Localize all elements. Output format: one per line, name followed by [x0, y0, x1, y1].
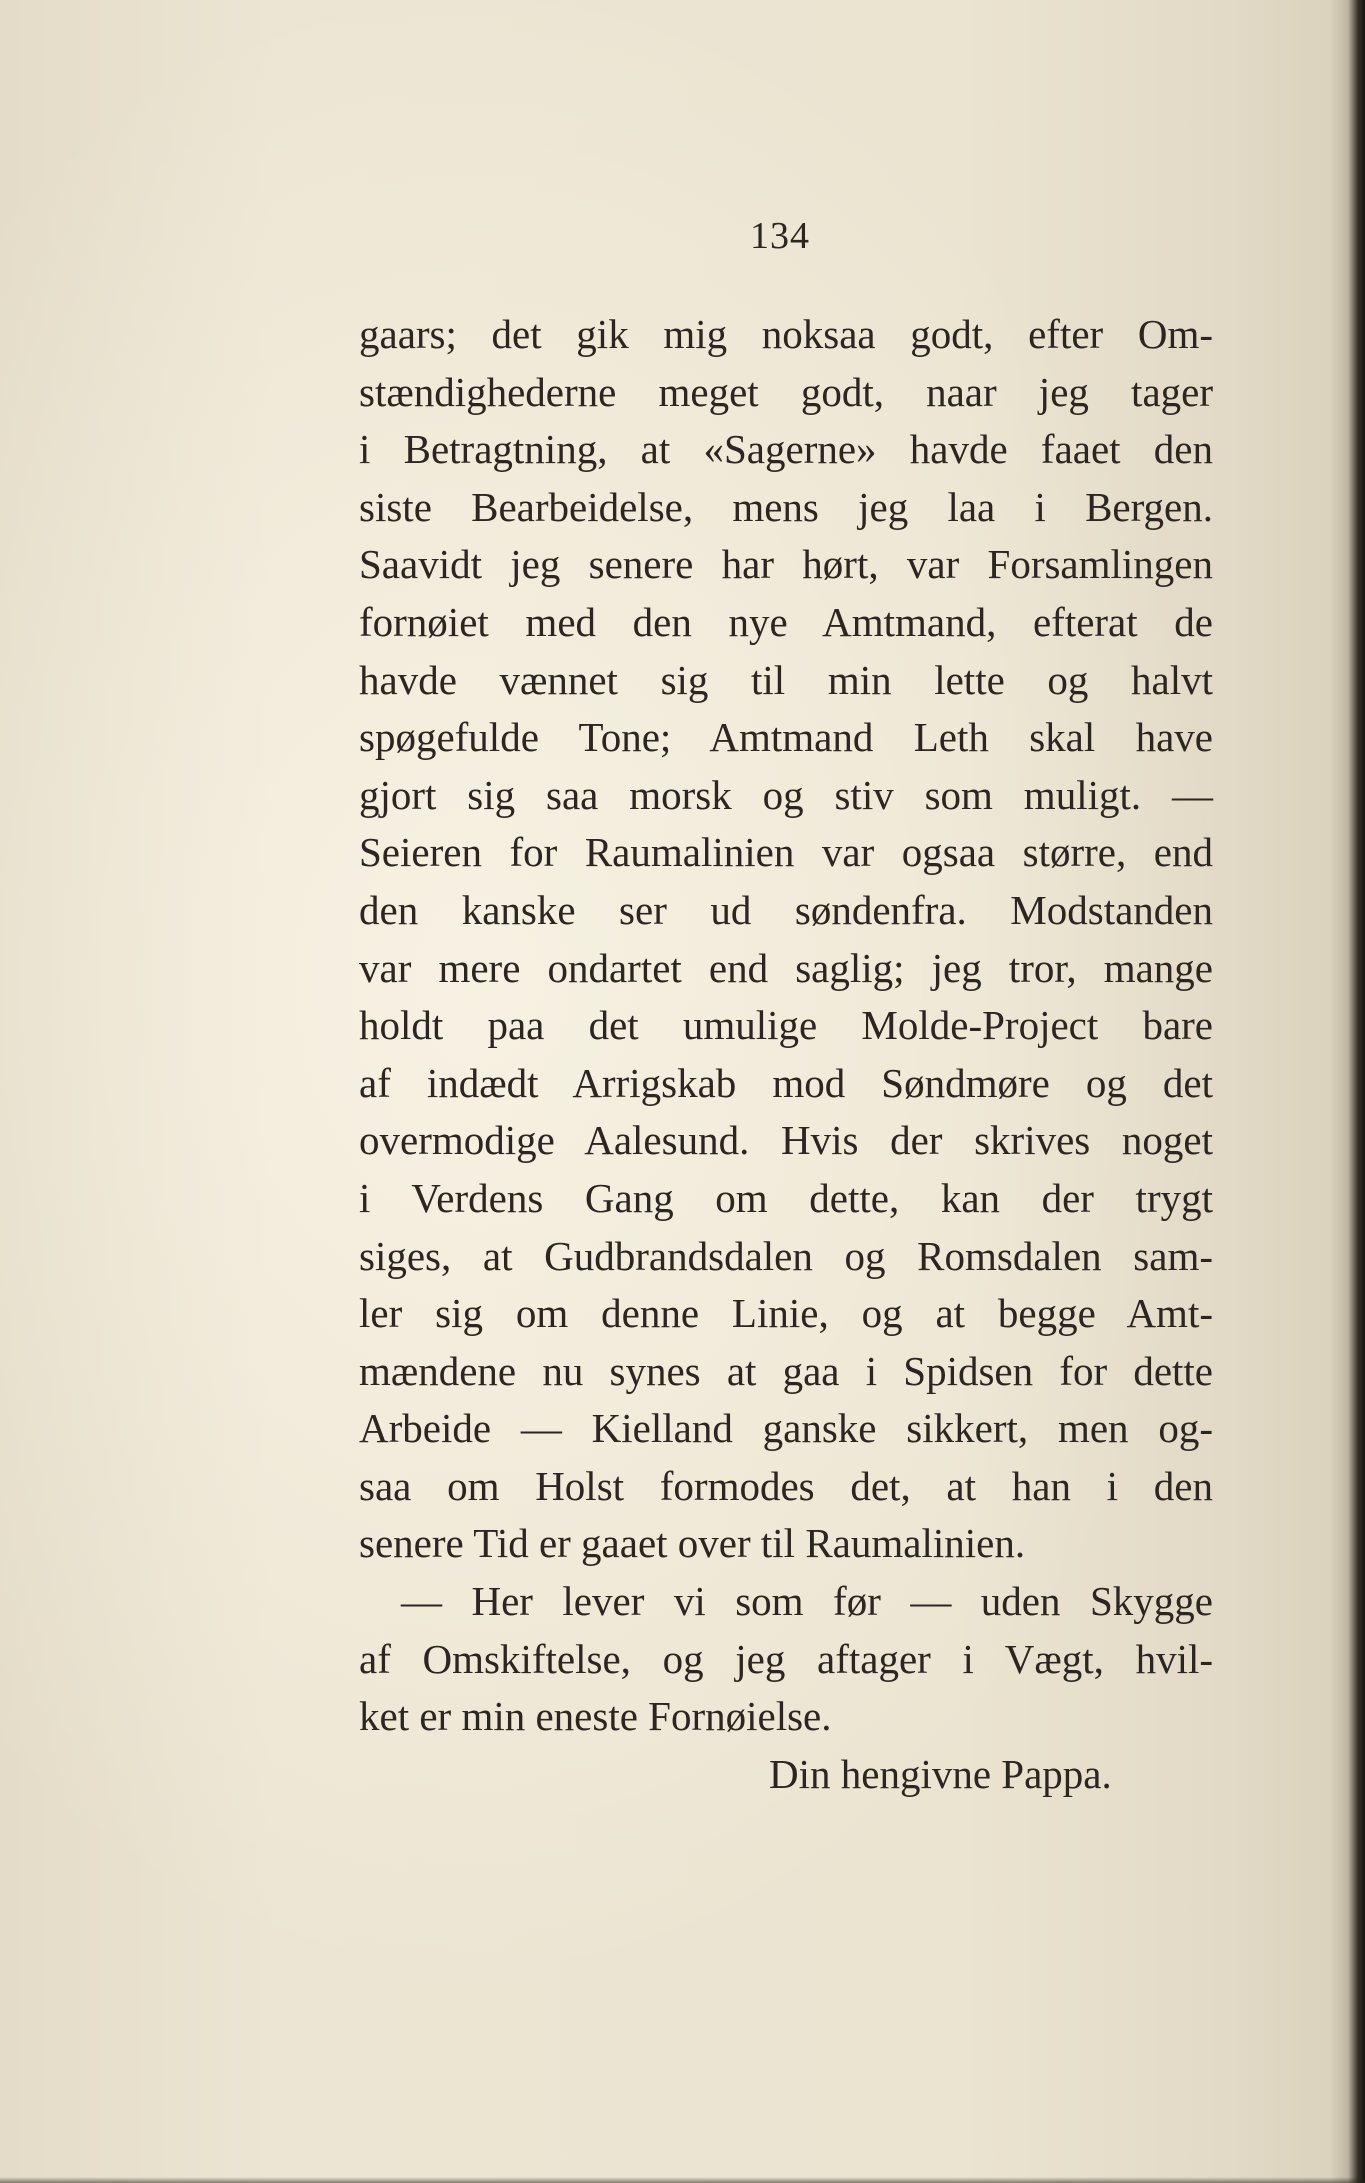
text-line: var mere ondartet end saglig; jeg tror, mange	[359, 944, 1213, 991]
text-line: saa om Holst formodes det, at han i den	[359, 1462, 1213, 1509]
text-line: ler sig om denne Linie, og at begge Amt-	[359, 1290, 1213, 1337]
text-line: overmodige Aalesund. Hvis der skrives noget	[359, 1117, 1213, 1164]
text-line: ket er min eneste Fornøielse.	[359, 1693, 832, 1740]
paragraph-1	[359, 306, 1213, 1573]
text-line: spøgefulde Tone; Amtmand Leth skal have	[359, 714, 1213, 761]
text-line: holdt paa det umulige Molde-Project bare	[359, 1002, 1213, 1049]
text-line: Arbeide — Kielland ganske sikkert, men og-	[359, 1405, 1213, 1452]
binding-gutter-shadow	[1331, 0, 1365, 2183]
text-line: Saavidt jeg senere har hørt, var Forsamlingen	[359, 541, 1213, 588]
text-line: fornøiet med den nye Amtmand, efterat de	[359, 598, 1213, 645]
text-line: den kanske ser ud søndenfra. Modstanden	[359, 886, 1213, 933]
letter-signature: Din hengivne Pappa.	[769, 1750, 1112, 1797]
text-line: af indædt Arrigskab mod Søndmøre og det	[359, 1059, 1213, 1106]
text-line: i Verdens Gang om dette, kan der trygt	[359, 1174, 1213, 1221]
text-line: — Her lever vi som før — uden Skygge	[401, 1578, 1213, 1625]
page-number: 134	[750, 215, 810, 257]
text-line: havde vænnet sig til min lette og halvt	[359, 656, 1213, 703]
paragraph-2	[359, 1573, 1213, 1746]
text-line: af Omskiftelse, og jeg aftager i Vægt, hvil-	[359, 1635, 1213, 1682]
text-line: i Betragtning, at «Sagerne» havde faaet den	[359, 426, 1213, 473]
text-line: stændighederne meget godt, naar jeg tager	[359, 368, 1213, 415]
text-line: siges, at Gudbrandsdalen og Romsdalen sam-	[359, 1232, 1213, 1279]
page-bottom-edge	[0, 2177, 1365, 2183]
text-line: gjort sig saa morsk og stiv som muligt. —	[359, 771, 1213, 818]
text-line: senere Tid er gaaet over til Raumalinien.	[359, 1520, 1026, 1567]
text-line: gaars; det gik mig noksaa godt, efter Om-	[359, 311, 1213, 357]
text-line: mændene nu synes at gaa i Spidsen for dette	[359, 1347, 1213, 1394]
text-line: siste Bearbeidelse, mens jeg laa i Bergen.	[359, 483, 1213, 530]
text-line: Seieren for Raumalinien var ogsaa større, end	[359, 829, 1213, 876]
body-text	[359, 306, 1213, 1803]
